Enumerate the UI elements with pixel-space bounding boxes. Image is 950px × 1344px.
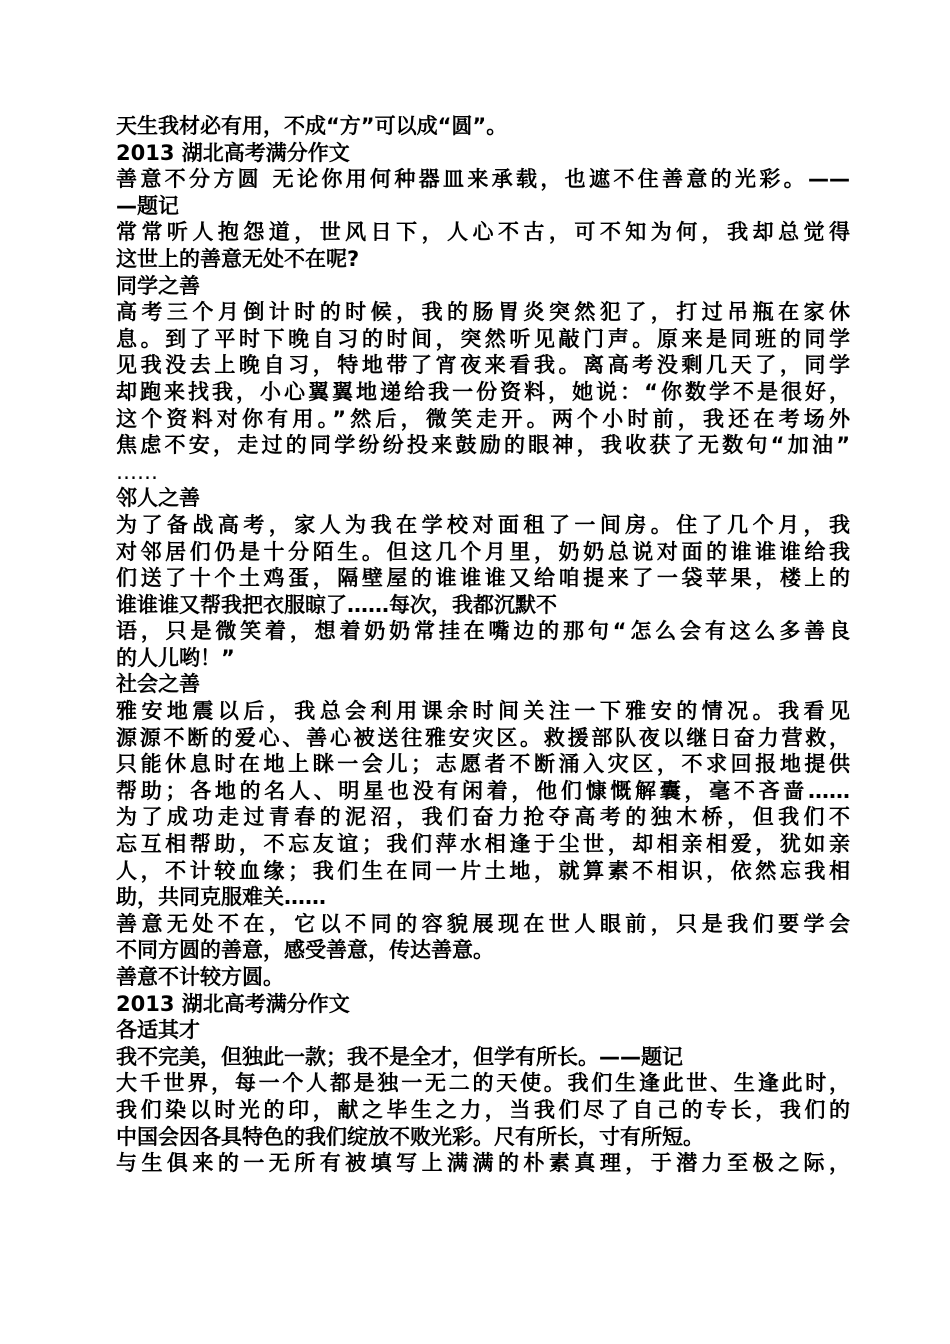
text-line: 对邻居们仍是十分陌生。但这几个月里，奶奶总说对面的谁谁谁给我 bbox=[116, 539, 850, 564]
text-line: 焦虑不安，走过的同学纷纷投来鼓励的眼神，我收获了无数句“加油” bbox=[116, 433, 850, 458]
text-line: 不同方圆的善意，感受善意，传达善意。 bbox=[116, 938, 494, 963]
text-line: 息。到了平时下晚自习的时间，突然听见敲门声。原来是同班的同学 bbox=[116, 326, 850, 351]
text-line: …… bbox=[116, 459, 158, 484]
text-line: 善意不分方圆 无论你用何种器皿来承载，也遮不住善意的光彩。—— bbox=[116, 167, 850, 192]
text-line: 我们染以时光的印，献之毕生之力，当我们尽了自己的专长，我们的 bbox=[116, 1097, 850, 1122]
text-line: 雅安地震以后，我总会利用课余时间关注一下雅安的情况。我看见 bbox=[116, 699, 850, 724]
text-line: 2013 湖北高考满分作文 bbox=[116, 140, 350, 165]
text-line: 中国会因各具特色的我们绽放不败光彩。尺有所长，寸有所短。 bbox=[116, 1124, 704, 1149]
text-line: 却跑来找我，小心翼翼地递给我一份资料，她说：“你数学不是很好， bbox=[116, 379, 850, 404]
text-line: 我不完美，但独此一款；我不是全才，但学有所长。——题记 bbox=[116, 1044, 683, 1069]
text-line: 们送了十个土鸡蛋，隔壁屋的谁谁谁又给咱提来了一袋苹果，楼上的 bbox=[116, 566, 850, 591]
document-page bbox=[116, 113, 850, 1177]
text-line: 常常听人抱怨道，世风日下，人心不古，可不知为何，我却总觉得 bbox=[116, 220, 850, 245]
text-line: 帮助；各地的名人、明星也没有闲着，他们慷慨解囊，毫不吝啬…… bbox=[116, 778, 850, 803]
text-line: 这个资料对你有用。”然后，微笑走开。两个小时前，我还在考场外 bbox=[116, 406, 850, 431]
text-line: —题记 bbox=[116, 193, 179, 218]
text-line: 这世上的善意无处不在呢? bbox=[116, 246, 360, 271]
text-line: 只能休息时在地上眯一会儿；志愿者不断涌入灾区，不求回报地提供 bbox=[116, 752, 850, 777]
text-line: 2013 湖北高考满分作文 bbox=[116, 991, 350, 1016]
text-line: 语，只是微笑着，想着奶奶常挂在嘴边的那句“怎么会有这么多善良 bbox=[116, 619, 850, 644]
text-line: 各适其才 bbox=[116, 1018, 200, 1043]
text-line: 天生我材必有用，不成“方”可以成“圆”。 bbox=[116, 114, 508, 138]
text-line: 忘互相帮助，不忘友谊；我们萍水相逢于尘世，却相亲相爱，犹如亲 bbox=[116, 832, 850, 857]
text-line: 邻人之善 bbox=[116, 486, 200, 511]
text-line: 为了备战高考，家人为我在学校对面租了一间房。住了几个月，我 bbox=[116, 512, 850, 537]
text-line: 善意无处不在，它以不同的容貌展现在世人眼前，只是我们要学会 bbox=[116, 911, 850, 936]
text-line: 人，不计较血缘；我们生在同一片土地，就算素不相识，依然忘我相 bbox=[116, 858, 850, 883]
text-line: 高考三个月倒计时的时候，我的肠胃炎突然犯了，打过吊瓶在家休 bbox=[116, 300, 850, 325]
text-line: 助，共同克服难关…… bbox=[116, 885, 326, 910]
text-line: 同学之善 bbox=[116, 273, 200, 298]
text-line: 的人儿哟！” bbox=[116, 645, 235, 670]
text-line: 社会之善 bbox=[116, 672, 200, 697]
text-line: 大千世界，每一个人都是独一无二的天使。我们生逢此世、生逢此时， bbox=[116, 1071, 850, 1096]
text-line: 见我没去上晚自习，特地带了宵夜来看我。离高考没剩几天了，同学 bbox=[116, 353, 850, 378]
text-line: 与生俱来的一无所有被填写上满满的朴素真理，于潜力至极之际， bbox=[116, 1151, 850, 1176]
text-line: 谁谁谁又帮我把衣服晾了……每次，我都沉默不 bbox=[116, 592, 557, 617]
text-line: 为了成功走过青春的泥沼，我们奋力抢夺高考的独木桥，但我们不 bbox=[116, 805, 850, 830]
text-line: 善意不计较方圆。 bbox=[116, 965, 284, 989]
text-line: 源源不断的爱心、善心被送往雅安灾区。救援部队夜以继日奋力营救， bbox=[116, 725, 850, 750]
